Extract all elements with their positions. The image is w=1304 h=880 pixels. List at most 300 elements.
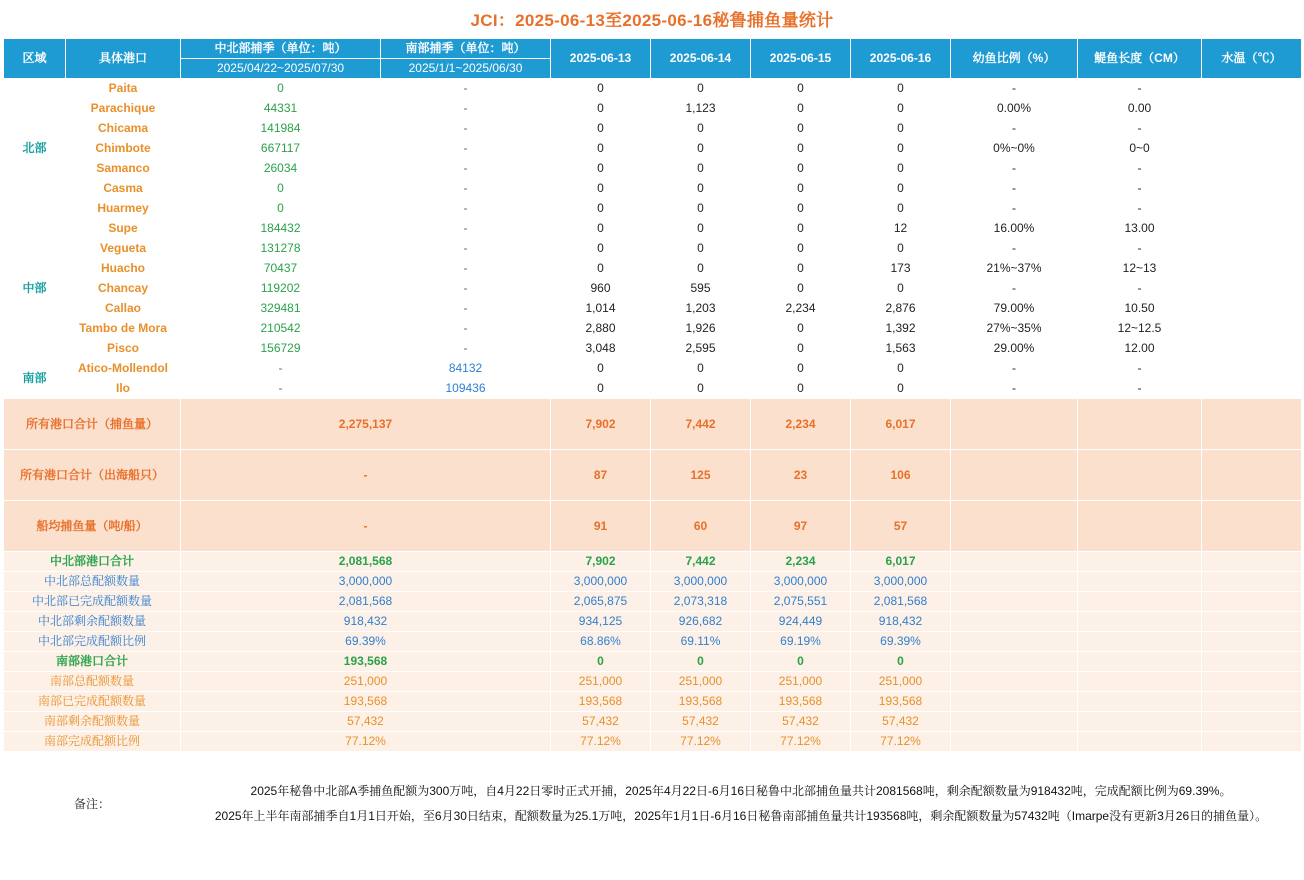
- daily-catch-3: 0: [751, 239, 851, 259]
- region-label: 南部: [4, 359, 66, 399]
- port-name: Ilo: [66, 379, 181, 399]
- daily-catch-4: 0: [851, 79, 951, 99]
- note-label: 备注：: [4, 752, 181, 857]
- port-name: Huarmey: [66, 199, 181, 219]
- south-season-value: -: [381, 99, 551, 119]
- port-name: Samanco: [66, 159, 181, 179]
- daily-catch-1: 0: [551, 199, 651, 219]
- summary-row: [4, 501, 1302, 552]
- north-season-value: 667117: [181, 139, 381, 159]
- fish-length-value: -: [1078, 179, 1202, 199]
- quota-season-value: 918,432: [181, 612, 551, 632]
- quota-daily-2: 0: [651, 652, 751, 672]
- daily-catch-2: 595: [651, 279, 751, 299]
- quota-daily-4: 57,432: [851, 712, 951, 732]
- juvenile-ratio-value: -: [951, 359, 1078, 379]
- water-temp-value: [1202, 179, 1302, 199]
- daily-catch-3: 0: [751, 79, 851, 99]
- table-row: [4, 99, 1302, 119]
- water-temp-value: [1202, 99, 1302, 119]
- daily-catch-1: 2,880: [551, 319, 651, 339]
- juvenile-ratio-value: -: [951, 239, 1078, 259]
- table-row: [4, 379, 1302, 399]
- daily-catch-1: 3,048: [551, 339, 651, 359]
- fish-length-value: 0.00: [1078, 99, 1202, 119]
- table-header: [4, 39, 1302, 79]
- juvenile-ratio-value: 16.00%: [951, 219, 1078, 239]
- quota-daily-2: 251,000: [651, 672, 751, 692]
- quota-daily-1: 0: [551, 652, 651, 672]
- south-season-value: 109436: [381, 379, 551, 399]
- quota-label: 中北部港口合计: [4, 552, 181, 572]
- daily-catch-1: 0: [551, 139, 651, 159]
- quota-blank-juvenile: [951, 692, 1078, 712]
- daily-catch-1: 0: [551, 239, 651, 259]
- water-temp-value: [1202, 359, 1302, 379]
- quota-daily-1: 193,568: [551, 692, 651, 712]
- quota-blank-temp: [1202, 592, 1302, 612]
- juvenile-ratio-value: 0%~0%: [951, 139, 1078, 159]
- fish-length-value: -: [1078, 79, 1202, 99]
- quota-blank-length: [1078, 572, 1202, 592]
- water-temp-value: [1202, 199, 1302, 219]
- north-season-value: 0: [181, 199, 381, 219]
- header-fish-length: 鳀鱼长度（CM）: [1078, 39, 1202, 79]
- quota-daily-1: 7,902: [551, 552, 651, 572]
- summary-daily-1: 7,902: [551, 399, 651, 450]
- quota-blank-temp: [1202, 692, 1302, 712]
- fish-length-value: 12~12.5: [1078, 319, 1202, 339]
- daily-catch-1: 1,014: [551, 299, 651, 319]
- south-season-value: -: [381, 259, 551, 279]
- juvenile-ratio-value: -: [951, 159, 1078, 179]
- north-season-value: 0: [181, 79, 381, 99]
- summary-daily-1: 91: [551, 501, 651, 552]
- summary-blank-length: [1078, 450, 1202, 501]
- fish-length-value: -: [1078, 379, 1202, 399]
- summary-season-total: 2,275,137: [181, 399, 551, 450]
- port-name: Parachique: [66, 99, 181, 119]
- quota-row: [4, 652, 1302, 672]
- north-season-value: 156729: [181, 339, 381, 359]
- south-season-value: -: [381, 199, 551, 219]
- daily-catch-4: 0: [851, 159, 951, 179]
- summary-label: 所有港口合计（捕鱼量）: [4, 399, 181, 450]
- quota-label: 南部完成配额比例: [4, 732, 181, 752]
- daily-catch-1: 0: [551, 379, 651, 399]
- daily-catch-3: 2,234: [751, 299, 851, 319]
- daily-catch-2: 0: [651, 359, 751, 379]
- table-row: [4, 219, 1302, 239]
- quota-season-value: 69.39%: [181, 632, 551, 652]
- daily-catch-4: 173: [851, 259, 951, 279]
- port-name: Callao: [66, 299, 181, 319]
- table-row: [4, 199, 1302, 219]
- south-season-value: -: [381, 299, 551, 319]
- daily-catch-3: 0: [751, 99, 851, 119]
- summary-label: 船均捕鱼量（吨/船）: [4, 501, 181, 552]
- daily-catch-1: 0: [551, 259, 651, 279]
- summary-row: [4, 450, 1302, 501]
- daily-catch-2: 1,926: [651, 319, 751, 339]
- summary-season-total: -: [181, 501, 551, 552]
- north-season-value: 184432: [181, 219, 381, 239]
- daily-catch-1: 960: [551, 279, 651, 299]
- summary-daily-4: 6,017: [851, 399, 951, 450]
- south-season-value: -: [381, 219, 551, 239]
- table-row: [4, 319, 1302, 339]
- quota-daily-2: 193,568: [651, 692, 751, 712]
- quota-daily-4: 77.12%: [851, 732, 951, 752]
- daily-catch-3: 0: [751, 359, 851, 379]
- south-season-value: -: [381, 139, 551, 159]
- quota-daily-2: 3,000,000: [651, 572, 751, 592]
- summary-daily-3: 2,234: [751, 399, 851, 450]
- south-season-value: -: [381, 339, 551, 359]
- north-season-value: -: [181, 359, 381, 379]
- juvenile-ratio-value: 29.00%: [951, 339, 1078, 359]
- summary-daily-2: 125: [651, 450, 751, 501]
- port-name: Vegueta: [66, 239, 181, 259]
- daily-catch-2: 0: [651, 179, 751, 199]
- quota-daily-3: 3,000,000: [751, 572, 851, 592]
- quota-daily-4: 3,000,000: [851, 572, 951, 592]
- fish-length-value: 13.00: [1078, 219, 1202, 239]
- daily-catch-4: 0: [851, 199, 951, 219]
- table-row: [4, 239, 1302, 259]
- north-season-value: 44331: [181, 99, 381, 119]
- north-season-value: 26034: [181, 159, 381, 179]
- daily-catch-3: 0: [751, 319, 851, 339]
- quota-season-value: 2,081,568: [181, 592, 551, 612]
- quota-blank-juvenile: [951, 652, 1078, 672]
- juvenile-ratio-value: -: [951, 119, 1078, 139]
- quota-label: 南部港口合计: [4, 652, 181, 672]
- juvenile-ratio-value: -: [951, 179, 1078, 199]
- summary-blank-temp: [1202, 399, 1302, 450]
- daily-catch-2: 0: [651, 159, 751, 179]
- daily-catch-3: 0: [751, 379, 851, 399]
- port-name: Tambo de Mora: [66, 319, 181, 339]
- quota-label: 中北部总配额数量: [4, 572, 181, 592]
- quota-daily-1: 3,000,000: [551, 572, 651, 592]
- daily-catch-2: 1,203: [651, 299, 751, 319]
- quota-blank-temp: [1202, 712, 1302, 732]
- page-title: JCI：2025-06-13至2025-06-16秘鲁捕鱼量统计: [470, 11, 834, 30]
- quota-blank-juvenile: [951, 632, 1078, 652]
- summary-daily-2: 60: [651, 501, 751, 552]
- juvenile-ratio-value: -: [951, 199, 1078, 219]
- juvenile-ratio-value: 27%~35%: [951, 319, 1078, 339]
- south-season-value: -: [381, 159, 551, 179]
- water-temp-value: [1202, 299, 1302, 319]
- summary-daily-3: 97: [751, 501, 851, 552]
- quota-blank-length: [1078, 732, 1202, 752]
- note-row: [4, 752, 1302, 857]
- daily-catch-4: 0: [851, 239, 951, 259]
- daily-catch-3: 0: [751, 139, 851, 159]
- daily-catch-2: 0: [651, 79, 751, 99]
- quota-daily-2: 57,432: [651, 712, 751, 732]
- daily-catch-4: 0: [851, 139, 951, 159]
- daily-catch-3: 0: [751, 259, 851, 279]
- quota-daily-1: 57,432: [551, 712, 651, 732]
- daily-catch-1: 0: [551, 179, 651, 199]
- quota-blank-temp: [1202, 632, 1302, 652]
- fish-length-value: -: [1078, 119, 1202, 139]
- quota-daily-3: 69.19%: [751, 632, 851, 652]
- south-season-value: -: [381, 279, 551, 299]
- quota-blank-temp: [1202, 672, 1302, 692]
- water-temp-value: [1202, 319, 1302, 339]
- summary-blank-temp: [1202, 450, 1302, 501]
- port-name: Supe: [66, 219, 181, 239]
- north-season-value: 70437: [181, 259, 381, 279]
- header-date-3: 2025-06-15: [751, 39, 851, 79]
- daily-catch-3: 0: [751, 339, 851, 359]
- table-row: [4, 339, 1302, 359]
- daily-catch-3: 0: [751, 219, 851, 239]
- south-season-value: -: [381, 179, 551, 199]
- north-season-value: 329481: [181, 299, 381, 319]
- fish-length-value: -: [1078, 359, 1202, 379]
- fish-length-value: -: [1078, 279, 1202, 299]
- daily-catch-3: 0: [751, 279, 851, 299]
- water-temp-value: [1202, 379, 1302, 399]
- daily-catch-2: 0: [651, 219, 751, 239]
- quota-blank-juvenile: [951, 552, 1078, 572]
- water-temp-value: [1202, 239, 1302, 259]
- table-row: [4, 259, 1302, 279]
- summary-row: [4, 399, 1302, 450]
- water-temp-value: [1202, 219, 1302, 239]
- quota-label: 南部总配额数量: [4, 672, 181, 692]
- quota-daily-1: 251,000: [551, 672, 651, 692]
- north-season-value: 119202: [181, 279, 381, 299]
- quota-daily-4: 193,568: [851, 692, 951, 712]
- quota-blank-length: [1078, 592, 1202, 612]
- daily-catch-2: 0: [651, 259, 751, 279]
- note-paragraph-1: 2025年秘鲁中北部A季捕鱼配额为300万吨，自4月22日零时正式开捕，2025年4月22日-6月16日秘鲁中北部捕鱼量共计2081568吨，剩余配额数量为918432吨，完成配额比例为69.39%。: [250, 784, 1232, 798]
- quota-daily-2: 77.12%: [651, 732, 751, 752]
- daily-catch-4: 1,563: [851, 339, 951, 359]
- daily-catch-1: 0: [551, 359, 651, 379]
- juvenile-ratio-value: 21%~37%: [951, 259, 1078, 279]
- daily-catch-2: 0: [651, 379, 751, 399]
- daily-catch-2: 2,595: [651, 339, 751, 359]
- daily-catch-1: 0: [551, 159, 651, 179]
- summary-season-total: -: [181, 450, 551, 501]
- water-temp-value: [1202, 339, 1302, 359]
- summary-daily-1: 87: [551, 450, 651, 501]
- water-temp-value: [1202, 139, 1302, 159]
- water-temp-value: [1202, 259, 1302, 279]
- quota-daily-1: 68.86%: [551, 632, 651, 652]
- quota-row: [4, 592, 1302, 612]
- quota-season-value: 77.12%: [181, 732, 551, 752]
- fish-length-value: 0~0: [1078, 139, 1202, 159]
- daily-catch-2: 1,123: [651, 99, 751, 119]
- daily-catch-4: 1,392: [851, 319, 951, 339]
- south-season-value: -: [381, 79, 551, 99]
- note-body: [181, 752, 1302, 857]
- daily-catch-4: 0: [851, 99, 951, 119]
- header-juvenile-ratio: 幼鱼比例（%）: [951, 39, 1078, 79]
- header-north-season: 中北部捕季（单位：吨）: [181, 39, 381, 59]
- summary-blank-juvenile: [951, 450, 1078, 501]
- quota-row: [4, 632, 1302, 652]
- fish-length-value: 12~13: [1078, 259, 1202, 279]
- quota-label: 南部已完成配额数量: [4, 692, 181, 712]
- south-season-value: -: [381, 319, 551, 339]
- quota-label: 中北部已完成配额数量: [4, 592, 181, 612]
- region-label: 中部: [4, 219, 66, 359]
- port-name: Paita: [66, 79, 181, 99]
- daily-catch-3: 0: [751, 179, 851, 199]
- quota-blank-juvenile: [951, 732, 1078, 752]
- quota-daily-4: 918,432: [851, 612, 951, 632]
- quota-daily-4: 6,017: [851, 552, 951, 572]
- port-name: Atico-Mollendol: [66, 359, 181, 379]
- quota-blank-length: [1078, 632, 1202, 652]
- header-date-4: 2025-06-16: [851, 39, 951, 79]
- daily-catch-2: 0: [651, 139, 751, 159]
- quota-daily-2: 926,682: [651, 612, 751, 632]
- quota-blank-length: [1078, 652, 1202, 672]
- fish-length-value: -: [1078, 159, 1202, 179]
- quota-daily-4: 69.39%: [851, 632, 951, 652]
- quota-blank-temp: [1202, 652, 1302, 672]
- summary-daily-4: 57: [851, 501, 951, 552]
- quota-blank-length: [1078, 712, 1202, 732]
- port-name: Chicama: [66, 119, 181, 139]
- summary-daily-4: 106: [851, 450, 951, 501]
- quota-row: [4, 612, 1302, 632]
- quota-daily-1: 2,065,875: [551, 592, 651, 612]
- quota-daily-1: 934,125: [551, 612, 651, 632]
- summary-blank-juvenile: [951, 399, 1078, 450]
- fish-length-value: -: [1078, 239, 1202, 259]
- south-season-value: -: [381, 239, 551, 259]
- quota-daily-3: 0: [751, 652, 851, 672]
- quota-blank-length: [1078, 692, 1202, 712]
- water-temp-value: [1202, 159, 1302, 179]
- quota-blank-temp: [1202, 612, 1302, 632]
- header-region: 区域: [4, 39, 66, 79]
- south-season-value: -: [381, 119, 551, 139]
- table-row: [4, 79, 1302, 99]
- daily-catch-4: 0: [851, 119, 951, 139]
- quota-daily-2: 2,073,318: [651, 592, 751, 612]
- daily-catch-3: 0: [751, 159, 851, 179]
- port-name: Chimbote: [66, 139, 181, 159]
- port-name: Huacho: [66, 259, 181, 279]
- quota-blank-temp: [1202, 552, 1302, 572]
- header-south-season: 南部捕季（单位：吨）: [381, 39, 551, 59]
- quota-daily-4: 0: [851, 652, 951, 672]
- quota-row: [4, 572, 1302, 592]
- port-name: Chancay: [66, 279, 181, 299]
- table-row: [4, 139, 1302, 159]
- summary-blank-juvenile: [951, 501, 1078, 552]
- daily-catch-2: 0: [651, 239, 751, 259]
- quota-row: [4, 732, 1302, 752]
- table-row: [4, 119, 1302, 139]
- quota-row: [4, 712, 1302, 732]
- note-paragraph-2: 2025年上半年南部捕季自1月1日开始，至6月30日结束，配额数量为25.1万吨，2025年1月1日-6月16日秘鲁南部捕鱼量共计193568吨，剩余配额数量为57432吨（Imarpe没有更新3月26日的捕鱼量）。: [214, 809, 1268, 823]
- header-date-1: 2025-06-13: [551, 39, 651, 79]
- water-temp-value: [1202, 279, 1302, 299]
- table-body: [4, 79, 1302, 857]
- daily-catch-2: 0: [651, 119, 751, 139]
- south-season-value: 84132: [381, 359, 551, 379]
- quota-label: 中北部剩余配额数量: [4, 612, 181, 632]
- quota-season-value: 193,568: [181, 652, 551, 672]
- daily-catch-3: 0: [751, 119, 851, 139]
- header-water-temp: 水温（℃）: [1202, 39, 1302, 79]
- quota-row: [4, 552, 1302, 572]
- daily-catch-1: 0: [551, 119, 651, 139]
- daily-catch-4: 0: [851, 279, 951, 299]
- fish-length-value: 10.50: [1078, 299, 1202, 319]
- quota-daily-3: 77.12%: [751, 732, 851, 752]
- daily-catch-4: 12: [851, 219, 951, 239]
- quota-blank-juvenile: [951, 592, 1078, 612]
- region-label: 北部: [4, 79, 66, 219]
- summary-label: 所有港口合计（出海船只）: [4, 450, 181, 501]
- daily-catch-4: 0: [851, 379, 951, 399]
- quota-blank-length: [1078, 672, 1202, 692]
- daily-catch-1: 0: [551, 79, 651, 99]
- quota-daily-2: 69.11%: [651, 632, 751, 652]
- quota-blank-length: [1078, 612, 1202, 632]
- north-season-value: 0: [181, 179, 381, 199]
- north-season-value: 210542: [181, 319, 381, 339]
- juvenile-ratio-value: -: [951, 279, 1078, 299]
- summary-daily-2: 7,442: [651, 399, 751, 450]
- quota-blank-juvenile: [951, 612, 1078, 632]
- juvenile-ratio-value: -: [951, 79, 1078, 99]
- header-south-season-range: 2025/1/1~2025/06/30: [381, 59, 551, 79]
- quota-daily-3: 57,432: [751, 712, 851, 732]
- summary-blank-length: [1078, 399, 1202, 450]
- water-temp-value: [1202, 79, 1302, 99]
- quota-season-value: 3,000,000: [181, 572, 551, 592]
- daily-catch-3: 0: [751, 199, 851, 219]
- north-season-value: 131278: [181, 239, 381, 259]
- north-season-value: 141984: [181, 119, 381, 139]
- daily-catch-4: 0: [851, 359, 951, 379]
- juvenile-ratio-value: -: [951, 379, 1078, 399]
- quota-blank-temp: [1202, 572, 1302, 592]
- quota-blank-juvenile: [951, 572, 1078, 592]
- fish-length-value: 12.00: [1078, 339, 1202, 359]
- summary-blank-length: [1078, 501, 1202, 552]
- quota-row: [4, 672, 1302, 692]
- quota-blank-temp: [1202, 732, 1302, 752]
- daily-catch-1: 0: [551, 99, 651, 119]
- daily-catch-4: 2,876: [851, 299, 951, 319]
- port-name: Casma: [66, 179, 181, 199]
- summary-daily-3: 23: [751, 450, 851, 501]
- quota-daily-1: 77.12%: [551, 732, 651, 752]
- fish-length-value: -: [1078, 199, 1202, 219]
- daily-catch-1: 0: [551, 219, 651, 239]
- north-season-value: -: [181, 379, 381, 399]
- juvenile-ratio-value: 79.00%: [951, 299, 1078, 319]
- juvenile-ratio-value: 0.00%: [951, 99, 1078, 119]
- quota-daily-3: 2,075,551: [751, 592, 851, 612]
